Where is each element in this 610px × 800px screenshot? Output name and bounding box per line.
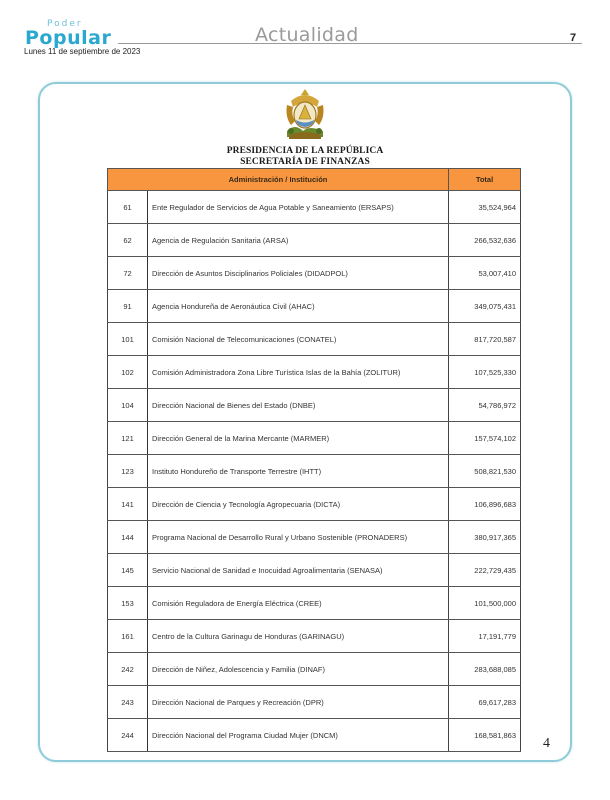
table-row [108,587,521,620]
row-institution: Dirección General de la Marina Mercante (MARMER) [148,422,449,455]
row-code: 72 [108,257,148,290]
row-code: 104 [108,389,148,422]
row-institution: Comisión Reguladora de Energía Eléctrica (CREE) [148,587,449,620]
row-institution: Ente Regulador de Servicios de Agua Potable y Saneamiento (ERSAPS) [148,191,449,224]
row-total: 106,896,683 [449,488,521,521]
table-row [108,620,521,653]
newspaper-masthead [0,0,610,62]
row-code: 244 [108,719,148,752]
row-total: 380,917,365 [449,521,521,554]
row-institution: Dirección de Asuntos Disciplinarios Policiales (DIDADPOL) [148,257,449,290]
row-institution: Programa Nacional de Desarrollo Rural y Urbano Sostenible (PRONADERS) [148,521,449,554]
row-code: 101 [108,323,148,356]
row-total: 107,525,330 [449,356,521,389]
document-title-finance: SECRETARÍA DE FINANZAS [240,157,370,167]
row-institution: Comisión Administradora Zona Libre Turística Islas de la Bahía (ZOLITUR) [148,356,449,389]
header-total: Total [449,169,521,191]
row-code: 102 [108,356,148,389]
table-row [108,521,521,554]
table-row [108,554,521,587]
table-row [108,257,521,290]
row-institution: Dirección de Niñez, Adolescencia y Familia (DINAF) [148,653,449,686]
logo-popular-text: Popular [25,27,112,49]
row-total: 266,532,636 [449,224,521,257]
row-total: 508,821,530 [449,455,521,488]
row-total: 817,720,587 [449,323,521,356]
row-code: 144 [108,521,148,554]
table-row [108,653,521,686]
row-code: 121 [108,422,148,455]
document-page-number: 4 [543,736,550,751]
row-institution: Centro de la Cultura Garinagu de Honduras (GARINAGU) [148,620,449,653]
row-institution: Servicio Nacional de Sanidad e Inocuidad Agroalimentaria (SENASA) [148,554,449,587]
row-code: 242 [108,653,148,686]
row-total: 283,688,085 [449,653,521,686]
table-row [108,719,521,752]
row-total: 157,574,102 [449,422,521,455]
table-row [108,686,521,719]
logo-poder-text: Poder [47,19,83,29]
row-total: 69,617,283 [449,686,521,719]
document-title-presidency: PRESIDENCIA DE LA REPÚBLICA [226,146,384,156]
row-total: 349,075,431 [449,290,521,323]
row-institution: Dirección Nacional de Parques y Recreación (DPR) [148,686,449,719]
row-code: 145 [108,554,148,587]
honduras-coat-of-arms-icon [283,87,327,143]
newspaper-page-number: 7 [570,32,577,44]
row-total: 222,729,435 [449,554,521,587]
table-row [108,356,521,389]
row-total: 101,500,000 [449,587,521,620]
header-institution: Administración / Institución [108,169,449,191]
table-header-row [108,169,521,191]
row-institution: Instituto Hondureño de Transporte Terrestre (IHTT) [148,455,449,488]
table-row [108,488,521,521]
row-total: 168,581,863 [449,719,521,752]
table-row [108,455,521,488]
row-institution: Agencia de Regulación Sanitaria (ARSA) [148,224,449,257]
row-total: 35,524,964 [449,191,521,224]
row-institution: Dirección Nacional del Programa Ciudad Mujer (DNCM) [148,719,449,752]
row-code: 123 [108,455,148,488]
table-row [108,389,521,422]
row-institution: Agencia Hondureña de Aeronáutica Civil (AHAC) [148,290,449,323]
publication-date: Lunes 11 de septiembre de 2023 [24,47,141,56]
table-row [108,191,521,224]
table-row [108,224,521,257]
section-title: Actualidad [255,24,359,46]
row-institution: Dirección Nacional de Bienes del Estado (DNBE) [148,389,449,422]
row-code: 141 [108,488,148,521]
row-institution: Dirección de Ciencia y Tecnología Agropecuaria (DICTA) [148,488,449,521]
row-total: 53,007,410 [449,257,521,290]
row-code: 161 [108,620,148,653]
row-code: 62 [108,224,148,257]
table-row [108,323,521,356]
row-total: 54,786,972 [449,389,521,422]
row-institution: Comisión Nacional de Telecomunicaciones (CONATEL) [148,323,449,356]
row-code: 153 [108,587,148,620]
budget-table [107,168,521,752]
row-total: 17,191,779 [449,620,521,653]
row-code: 61 [108,191,148,224]
row-code: 243 [108,686,148,719]
row-code: 91 [108,290,148,323]
table-row [108,290,521,323]
table-row [108,422,521,455]
